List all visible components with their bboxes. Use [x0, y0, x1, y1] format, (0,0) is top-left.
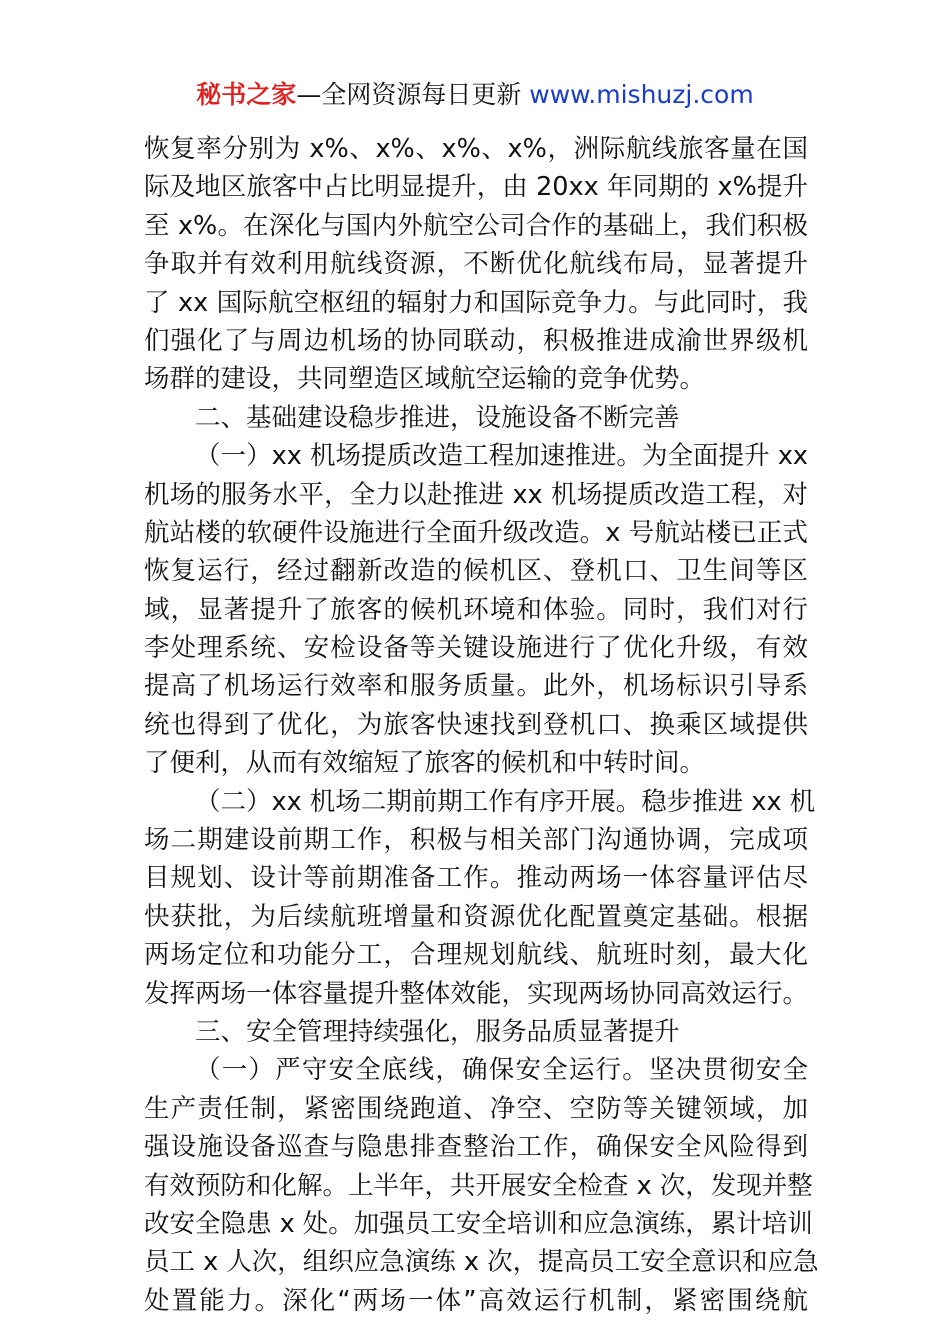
- site-url-link[interactable]: www.mishuzj.com: [529, 80, 754, 109]
- text-line: 快获批，为后续航班增量和资源优化配置奠定基础。根据: [144, 901, 808, 932]
- text-line: 有效预防和化解。上半年，共开展安全检查 x 次，发现并整: [144, 1170, 813, 1201]
- text-line: （一）xx 机场提质改造工程加速推进。为全面提升 xx: [195, 441, 808, 472]
- text-line: 至 x%。在深化与国内外航空公司合作的基础上，我们积极: [144, 210, 808, 241]
- text-line: 强设施设备巡查与隐患排查整治工作，确保安全风险得到: [144, 1132, 808, 1163]
- text-line: 恢复率分别为 x%、x%、x%、x%，洲际航线旅客量在国: [144, 134, 808, 164]
- text-line: 目规划、设计等前期准备工作。推动两场一体容量评估尽: [144, 863, 808, 894]
- text-line: 员工 x 人次，组织应急演练 x 次，提高员工安全意识和应急: [144, 1247, 819, 1278]
- text-line: 恢复运行，经过翻新改造的候机区、登机口、卫生间等区: [144, 556, 808, 587]
- text-line: 改安全隐患 x 处。加强员工安全培训和应急演练，累计培训: [144, 1208, 813, 1239]
- text-line: 场二期建设前期工作，积极与相关部门沟通协调，完成项: [144, 825, 808, 856]
- text-line: 际及地区旅客中占比明显提升，由 20xx 年同期的 x%提升: [144, 172, 808, 203]
- text-line: 机场的服务水平，全力以赴推进 xx 机场提质改造工程，对: [144, 479, 808, 510]
- text-line: 统也得到了优化，为旅客快速找到登机口、换乘区域提供: [144, 709, 808, 740]
- text-line: 航站楼的软硬件设施进行全面升级改造。x 号航站楼已正式: [144, 517, 808, 548]
- text-line: 发挥两场一体容量提升整体效能，实现两场协同高效运行。: [144, 978, 808, 1009]
- site-tagline: —全网资源每日更新: [296, 80, 530, 109]
- section-heading: 二、基础建设稳步推进，设施设备不断完善: [195, 402, 680, 433]
- text-line: 们强化了与周边机场的协同联动，积极推进成渝世界级机: [144, 325, 808, 356]
- text-line: 了便利，从而有效缩短了旅客的候机和中转时间。: [144, 748, 706, 779]
- site-header: [0, 78, 950, 112]
- section-heading: 三、安全管理持续强化，服务品质显著提升: [195, 1016, 680, 1047]
- text-line: （一）严守安全底线，确保安全运行。坚决贯彻安全: [195, 1055, 808, 1086]
- site-brand: 秘书之家: [196, 80, 297, 109]
- text-line: 处置能力。深化“两场一体”高效运行机制，紧密围绕航: [144, 1285, 808, 1316]
- text-line: 域，显著提升了旅客的候机环境和体验。同时，我们对行: [144, 594, 808, 625]
- text-line: 生产责任制，紧密围绕跑道、净空、空防等关键领域，加: [144, 1093, 808, 1124]
- text-line: 了 xx 国际航空枢纽的辐射力和国际竞争力。与此同时，我: [144, 287, 808, 318]
- text-line: 两场定位和功能分工，合理规划航线、航班时刻，最大化: [144, 940, 808, 971]
- text-line: 李处理系统、安检设备等关键设施进行了优化升级，有效: [144, 633, 808, 664]
- text-line: 争取并有效利用航线资源，不断优化航线布局，显著提升: [144, 249, 808, 280]
- text-line: 提高了机场运行效率和服务质量。此外，机场标识引导系: [144, 671, 808, 702]
- document-body: [144, 130, 819, 1320]
- text-line: （二）xx 机场二期前期工作有序开展。稳步推进 xx 机: [195, 786, 816, 817]
- text-line: 场群的建设，共同塑造区域航空运输的竞争优势。: [144, 364, 706, 395]
